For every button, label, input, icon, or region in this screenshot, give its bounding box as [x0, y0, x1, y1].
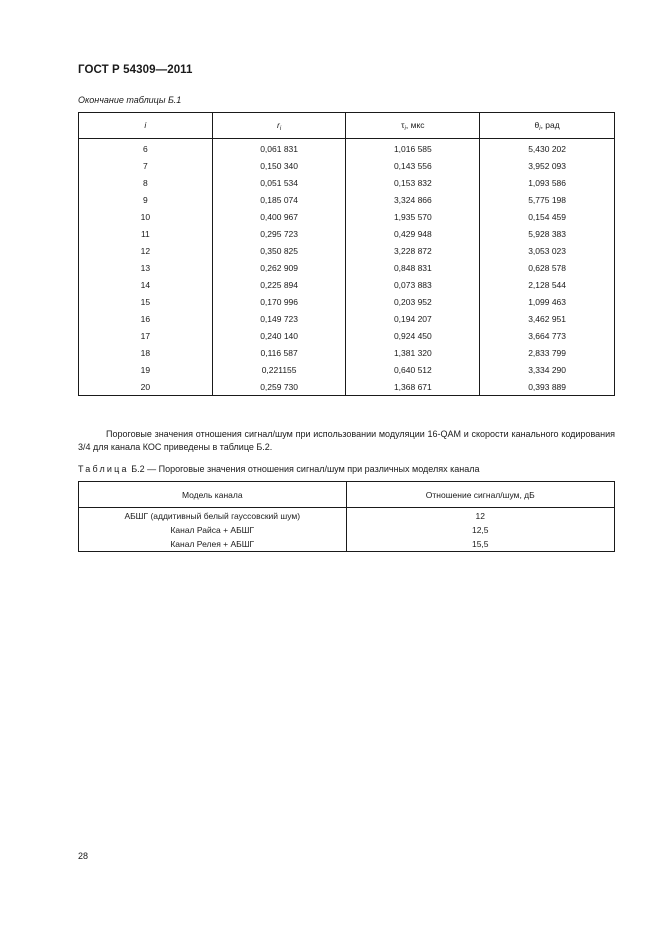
- table2-caption-text: Б.2 — Пороговые значения отношения сигнал/шум при различных моделях канала: [128, 464, 480, 474]
- table-cell: 0,154 459: [480, 208, 615, 225]
- table-row: [79, 139, 615, 158]
- table-row: [79, 378, 615, 396]
- document-number: ГОСТ Р 54309—2011: [78, 64, 193, 76]
- table-row: [79, 242, 615, 259]
- table-cell: 3,462 951: [480, 310, 615, 327]
- table2: [78, 481, 615, 552]
- body-paragraph: Пороговые значения отношения сигнал/шум при использовании модуляции 16-QAM и скорости канального кодирования 3/4 для канала КОС приведены в таблице Б.2.: [78, 429, 615, 452]
- table-cell: 13: [79, 259, 213, 276]
- table-row: [79, 508, 615, 524]
- table-cell: 0,628 578: [480, 259, 615, 276]
- table-cell: 0,116 587: [212, 344, 346, 361]
- table-cell: 20: [79, 378, 213, 396]
- table-cell: 12,5: [346, 523, 615, 537]
- table-cell: 0,203 952: [346, 293, 480, 310]
- table-cell: 3,664 773: [480, 327, 615, 344]
- table-cell: 0,170 996: [212, 293, 346, 310]
- table-cell: 0,393 889: [480, 378, 615, 396]
- table-cell: 3,324 866: [346, 191, 480, 208]
- table-cell: 0,073 883: [346, 276, 480, 293]
- table-cell: 2,833 799: [480, 344, 615, 361]
- table-cell: 5,430 202: [480, 139, 615, 158]
- table-cell: 12: [79, 242, 213, 259]
- table-row: [79, 310, 615, 327]
- table-row: [79, 208, 615, 225]
- table-cell: 0,640 512: [346, 361, 480, 378]
- table1: [78, 112, 615, 396]
- table-cell: Канал Райса + АБШГ: [79, 523, 347, 537]
- table-cell: 18: [79, 344, 213, 361]
- table-cell: 0,262 909: [212, 259, 346, 276]
- table1-col-header: i: [79, 113, 213, 139]
- table-cell: 14: [79, 276, 213, 293]
- table-cell: 1,368 671: [346, 378, 480, 396]
- table1-caption: Окончание таблицы Б.1: [78, 95, 182, 105]
- table-cell: 0,240 140: [212, 327, 346, 344]
- table-cell: 0,194 207: [346, 310, 480, 327]
- table-row: [79, 157, 615, 174]
- table-cell: 15: [79, 293, 213, 310]
- table-cell: 0,061 831: [212, 139, 346, 158]
- table-cell: 3,053 023: [480, 242, 615, 259]
- table-cell: 0,259 730: [212, 378, 346, 396]
- table-cell: 11: [79, 225, 213, 242]
- table-cell: 5,775 198: [480, 191, 615, 208]
- table-cell: 0,051 534: [212, 174, 346, 191]
- table-row: [79, 191, 615, 208]
- table-row: [79, 327, 615, 344]
- table-cell: 1,099 463: [480, 293, 615, 310]
- table-cell: 0,350 825: [212, 242, 346, 259]
- table-cell: 16: [79, 310, 213, 327]
- table2-caption: [78, 464, 479, 474]
- table-cell: 0,143 556: [346, 157, 480, 174]
- table-cell: 0,153 832: [346, 174, 480, 191]
- table-cell: 5,928 383: [480, 225, 615, 242]
- table-cell: 8: [79, 174, 213, 191]
- table-cell: 10: [79, 208, 213, 225]
- table-cell: 0,400 967: [212, 208, 346, 225]
- table2-col-header: Модель канала: [79, 482, 347, 508]
- table1-header-row: [79, 113, 615, 139]
- table2-col-header: Отношение сигнал/шум, дБ: [346, 482, 615, 508]
- table1-col-header: $\theta_i$, рад: [480, 113, 615, 139]
- table-cell: 0,429 948: [346, 225, 480, 242]
- table-row: [79, 174, 615, 191]
- table-row: [79, 259, 615, 276]
- table-cell: 9: [79, 191, 213, 208]
- table-cell: 0,924 450: [346, 327, 480, 344]
- table-cell: 0,221155: [212, 361, 346, 378]
- table-cell: 0,150 340: [212, 157, 346, 174]
- table-cell: 2,128 544: [480, 276, 615, 293]
- table-cell: 1,093 586: [480, 174, 615, 191]
- table-cell: 12: [346, 508, 615, 524]
- table-cell: Канал Релея + АБШГ: [79, 537, 347, 552]
- table-cell: 3,952 093: [480, 157, 615, 174]
- table2-header-row: [79, 482, 615, 508]
- table-cell: 0,185 074: [212, 191, 346, 208]
- table-cell: 3,334 290: [480, 361, 615, 378]
- table-cell: 7: [79, 157, 213, 174]
- table-row: [79, 523, 615, 537]
- table1-col-header: $\tau_i$, мкс: [346, 113, 480, 139]
- table2-caption-label: Таблица: [78, 464, 129, 474]
- table-cell: 0,149 723: [212, 310, 346, 327]
- table-cell: 1,935 570: [346, 208, 480, 225]
- table-row: [79, 276, 615, 293]
- table-cell: 0,848 831: [346, 259, 480, 276]
- table-row: [79, 293, 615, 310]
- table-cell: АБШГ (аддитивный белый гауссовский шум): [79, 508, 347, 524]
- table-cell: 17: [79, 327, 213, 344]
- table-cell: 6: [79, 139, 213, 158]
- table-row: [79, 225, 615, 242]
- table-cell: 0,225 894: [212, 276, 346, 293]
- table-cell: 3,228 872: [346, 242, 480, 259]
- table-cell: 1,016 585: [346, 139, 480, 158]
- table-cell: 15,5: [346, 537, 615, 552]
- table-cell: 19: [79, 361, 213, 378]
- table-row: [79, 344, 615, 361]
- table-row: [79, 361, 615, 378]
- table1-col-header: $r_i$: [212, 113, 346, 139]
- page-number: 28: [78, 851, 89, 861]
- table-cell: 1,381 320: [346, 344, 480, 361]
- table-cell: 0,295 723: [212, 225, 346, 242]
- table-row: [79, 537, 615, 552]
